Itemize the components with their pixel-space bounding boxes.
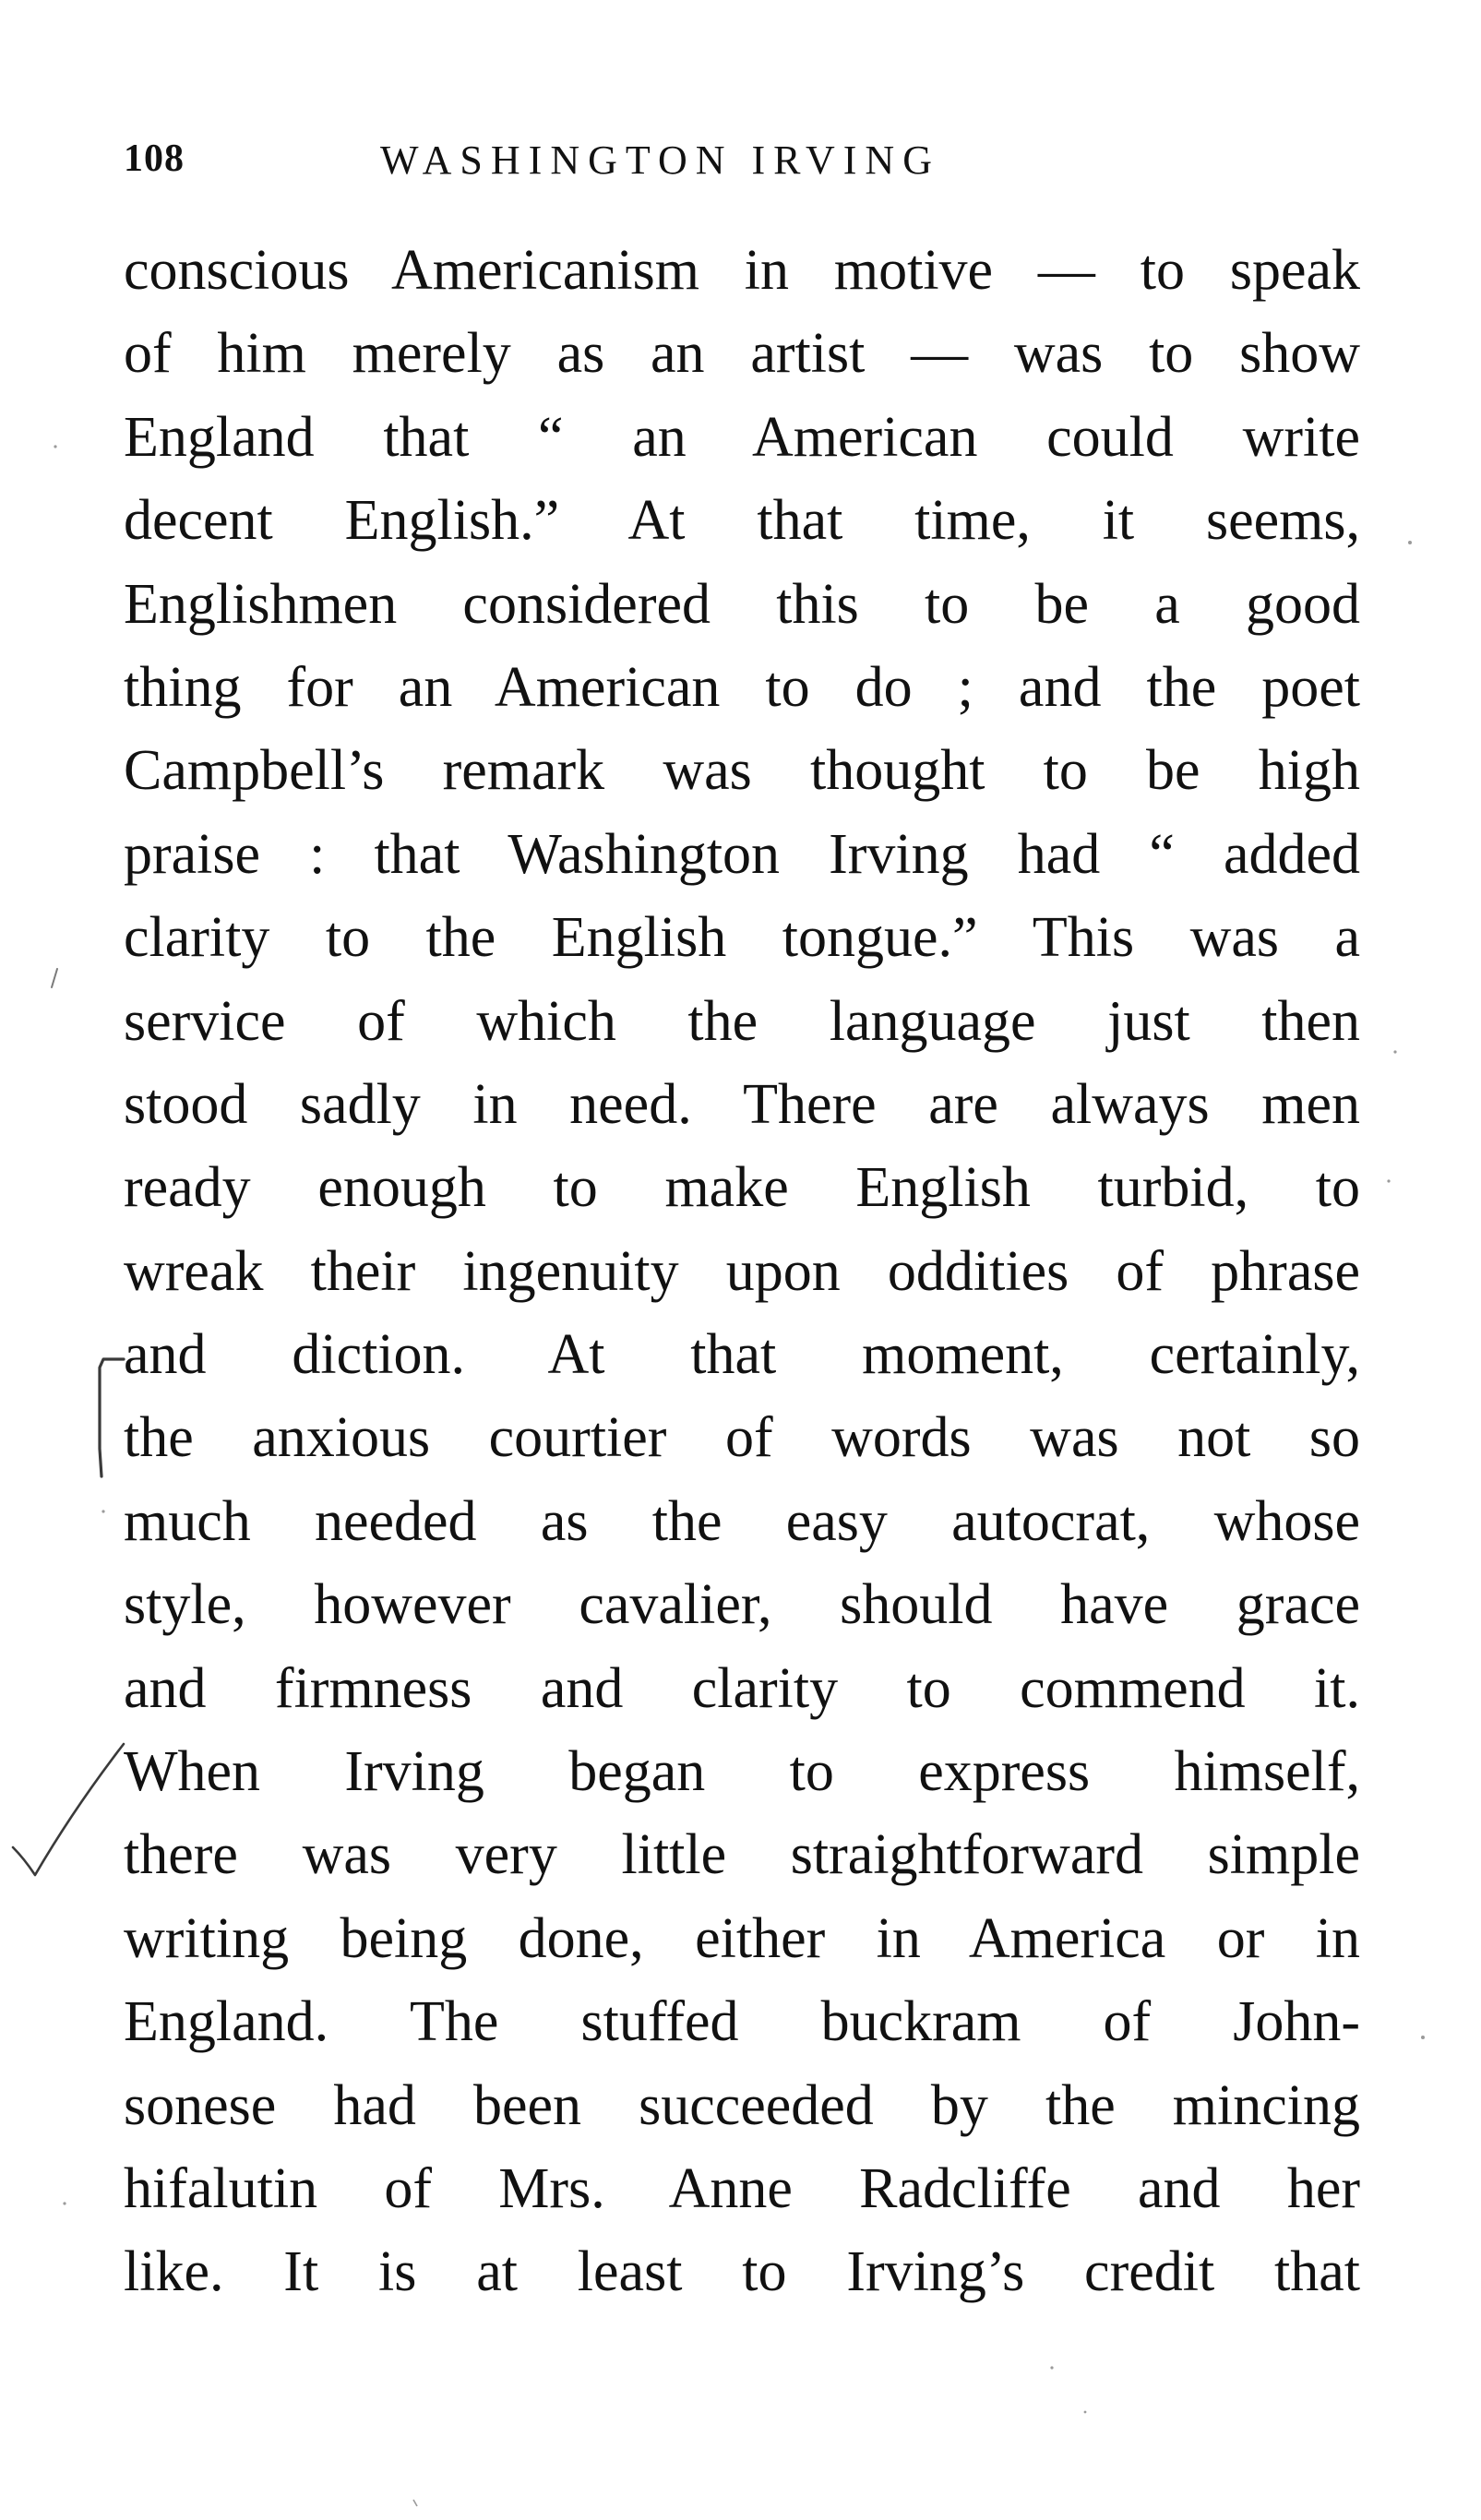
text-line: sonese had been succeeded by the mincing xyxy=(124,2073,1360,2137)
paper-speck xyxy=(54,445,56,448)
text-line: Campbell’s remark was thought to be high xyxy=(124,739,1360,803)
stray-pencil-mark xyxy=(52,969,57,987)
bracket-pencil-mark xyxy=(100,1359,124,1476)
text-line: When Irving began to express himself, xyxy=(124,1740,1360,1804)
text-line: of him merely as an artist — was to show xyxy=(124,322,1360,386)
text-line: style, however cavalier, should have grace xyxy=(124,1573,1360,1637)
text-line: and diction. At that moment, certainly, xyxy=(124,1323,1360,1387)
check-pencil-mark xyxy=(13,1744,124,1875)
paper-speck xyxy=(1421,2036,1425,2039)
text-line: Englishmen considered this to be a good xyxy=(124,572,1360,636)
paper-speck xyxy=(1393,1050,1396,1053)
paper-speck xyxy=(63,2202,66,2204)
paper-speck xyxy=(1084,2411,1087,2414)
text-line: the anxious courtier of words was not so xyxy=(124,1406,1360,1470)
text-line: much needed as the easy autocrat, whose xyxy=(124,1489,1360,1553)
page-header xyxy=(124,137,1360,192)
text-line: England that “ an American could write xyxy=(124,405,1360,469)
text-line: praise : that Washington Irving had “ added xyxy=(124,822,1360,886)
paper-speck xyxy=(102,1510,104,1512)
paper-speck xyxy=(413,2500,417,2506)
text-line: England. The stuffed buckram of John- xyxy=(124,1990,1360,2054)
text-line: service of which the language just then xyxy=(124,989,1360,1053)
paper-speck xyxy=(1387,1179,1390,1182)
text-line: wreak their ingenuity upon oddities of phrase xyxy=(124,1239,1360,1303)
paper-speck xyxy=(1408,541,1412,544)
text-line: stood sadly in need. There are always men xyxy=(124,1072,1360,1136)
text-line: conscious Americanism in motive — to speak xyxy=(124,239,1360,302)
text-line: decent English.” At that time, it seems, xyxy=(124,489,1360,553)
body-text xyxy=(124,229,1360,2314)
text-line: hifalutin of Mrs. Anne Radcliffe and her xyxy=(124,2156,1360,2220)
text-line: and firmness and clarity to commend it. xyxy=(124,1656,1360,1720)
page-number: 108 xyxy=(124,137,185,180)
text-line: thing for an American to do ; and the poet xyxy=(124,655,1360,719)
text-line: like. It is at least to Irving’s credit that xyxy=(124,2240,1360,2304)
text-line: there was very little straightforward simple xyxy=(124,1823,1360,1887)
running-title: WASHINGTON IRVING xyxy=(380,137,940,183)
text-line: ready enough to make English turbid, to xyxy=(124,1156,1360,1220)
text-line: clarity to the English tongue.” This was a xyxy=(124,906,1360,970)
text-line: writing being done, either in America or in xyxy=(124,1906,1360,1970)
paper-speck xyxy=(1050,2366,1053,2369)
